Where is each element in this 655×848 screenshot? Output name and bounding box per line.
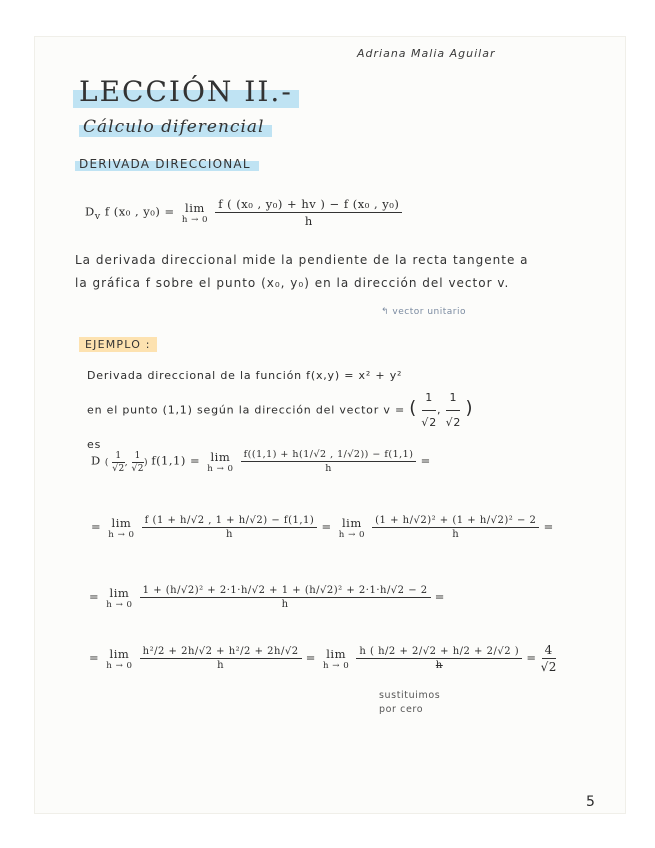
step-1 <box>91 449 431 474</box>
vector-open-paren: ( <box>409 397 418 419</box>
vector-component-1-den: √2 <box>421 416 437 429</box>
step-4b-lim: lim <box>326 646 346 661</box>
definition-numerator: f ( (x₀ , y₀) + hv ) − f (x₀ , y₀) <box>215 197 402 213</box>
step-2-equals: = <box>91 519 102 534</box>
step-3-denominator: h <box>281 599 289 610</box>
example-line-3: es <box>87 438 102 451</box>
substitute-note-line-2: por cero <box>379 704 424 715</box>
vector-component-1 <box>421 387 437 434</box>
step-2b-lim: lim <box>342 515 362 530</box>
definition-lhs-sub: v <box>94 210 101 222</box>
step-4-lim: lim <box>109 646 130 661</box>
step-1-dir-num-b: 1 <box>132 451 144 463</box>
step-2b-denominator: h <box>452 529 460 540</box>
vector-note-text: vector unitario <box>392 307 466 317</box>
step-4 <box>89 643 557 674</box>
step-2-lim-sub: h → 0 <box>108 529 135 540</box>
example-statement <box>87 365 473 456</box>
section-heading: DERIVADA DIRECCIONAL <box>75 157 259 171</box>
step-4b-numerator: h ( h/2 + 2/√2 + h/2 + 2/√2 ) <box>356 646 522 659</box>
step-3 <box>89 585 445 610</box>
example-line-1: Derivada direccional de la función f(x,y) = x² + y² <box>87 369 403 382</box>
step-3-lim: lim <box>109 585 130 600</box>
step-4-lim-sub: h → 0 <box>106 660 133 671</box>
step-2-lim: lim <box>111 515 132 530</box>
step-2b-lim-sub: h → 0 <box>338 529 365 540</box>
step-2b-numerator: (1 + h/√2)² + (1 + h/√2)² − 2 <box>372 515 539 528</box>
step-4-fraction <box>140 646 302 671</box>
example-line-2: en el punto (1,1) según la dirección del vector v = ( $\frac{1}{√2}$ , $\frac{1}{√2}$ ) <box>87 387 473 434</box>
definition-denominator: h <box>304 214 313 228</box>
vector-close-paren: ) <box>465 397 474 419</box>
result-fraction <box>541 643 557 674</box>
step-1-denominator: h <box>325 463 332 474</box>
step-1-dir-den-a: √2 <box>112 463 125 474</box>
step-1-lim-sub: h → 0 <box>207 463 234 474</box>
step-3-numerator: 1 + (h/√2)² + 2·1·h/√2 + 1 + (h/√2)² + 2·1·h/√2 − 2 <box>140 585 431 598</box>
definition-lhs: D <box>85 204 95 219</box>
step-1-fraction <box>241 449 417 474</box>
step-4-equals-b: = <box>305 650 316 665</box>
curved-arrow-icon: ↰ <box>381 307 390 317</box>
definition-limit <box>182 201 208 225</box>
step-1-dir-num-a: 1 <box>112 451 124 463</box>
step-1-direction: ( $\frac{1}{√2}$ , $\frac{1}{√2}$ ) <box>104 450 152 474</box>
author-name: Adriana Malia Aguilar <box>357 47 496 60</box>
step-1-numerator: f((1,1) + h(1/√2 , 1/√2)) − f(1,1) <box>241 449 417 462</box>
step-4b-fraction <box>356 646 522 671</box>
step-2-equals-c: = <box>543 519 554 534</box>
lesson-subtitle: Cálculo diferencial <box>79 117 272 137</box>
step-3-lim-sub: h → 0 <box>106 599 133 610</box>
page-number: 5 <box>586 794 595 810</box>
substitute-note <box>379 689 440 717</box>
step-4b-lim-sub: h → 0 <box>323 660 350 671</box>
step-2-denominator: h <box>226 529 233 540</box>
result-numerator: 4 <box>542 643 556 659</box>
definition-fraction <box>215 197 402 228</box>
step-4b-denominator: h <box>435 660 443 671</box>
vector-component-1-num: 1 <box>422 387 436 411</box>
step-1-f: f(1,1) = <box>151 453 201 468</box>
definition-lhs-rest: f (x₀ , y₀) = <box>104 204 175 219</box>
vector-component-2 <box>446 387 462 434</box>
example-label: EJEMPLO : <box>79 337 157 352</box>
step-3-fraction <box>140 585 431 610</box>
step-2-equals-b: = <box>321 519 332 534</box>
lesson-title: LECCIÓN II.- <box>73 75 299 108</box>
step-1-lim: lim <box>210 449 231 464</box>
step-4-denominator: h <box>217 660 225 671</box>
step-3-equals-b: = <box>434 589 445 604</box>
notebook-page <box>34 36 626 814</box>
example-line-2-text: en el punto (1,1) según la dirección del vector v = <box>87 403 405 417</box>
vector-note <box>381 307 466 317</box>
step-4-numerator: h²/2 + 2h/√2 + h²/2 + 2h/√2 <box>140 646 302 659</box>
step-1-equals: = <box>420 453 431 468</box>
step-2b-fraction <box>372 515 539 540</box>
definition-formula <box>85 197 402 228</box>
vector-component-2-num: 1 <box>446 387 460 411</box>
step-1-dir-den-b: √2 <box>131 463 144 474</box>
step-4-equals: = <box>89 650 100 665</box>
step-4-equals-c: = <box>526 650 537 665</box>
step-1-lhs: D <box>91 453 101 468</box>
vector-component-2-den: √2 <box>445 416 462 429</box>
result-denominator: √2 <box>540 660 557 674</box>
definition-paragraph: La derivada direccional mide la pendiente de la recta tangente a la gráfica f sobre el punto (x₀, y₀) en la dirección del vector v. <box>75 253 529 290</box>
step-3-equals: = <box>89 589 100 604</box>
step-2-numerator: f (1 + h/√2 , 1 + h/√2) − f(1,1) <box>142 515 318 528</box>
substitute-note-line-1: sustituimos <box>379 690 441 701</box>
definition-lim-word: lim <box>185 200 205 215</box>
step-2 <box>91 515 554 540</box>
definition-lim-sub: h → 0 <box>181 214 209 225</box>
step-2-fraction <box>142 515 318 540</box>
